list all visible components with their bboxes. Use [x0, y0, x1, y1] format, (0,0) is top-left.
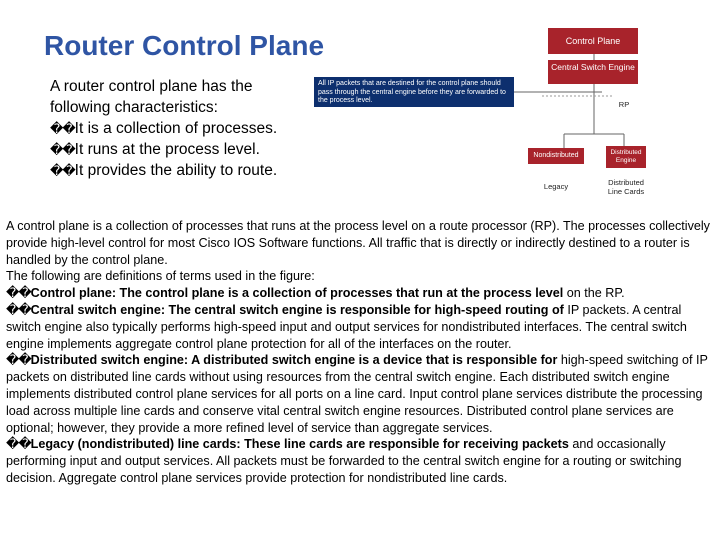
control-plane-box: Control Plane	[548, 28, 638, 54]
bullet-icon: ��	[50, 121, 75, 136]
intro-line: following characteristics:	[50, 99, 218, 116]
legacy-label: Legacy	[543, 182, 569, 191]
intro-text	[50, 76, 300, 181]
bullet-icon: ��	[6, 436, 31, 452]
intro-bullet	[50, 160, 300, 181]
definition-item	[6, 285, 712, 302]
distributed-line-cards-label: Distributed Line Cards	[607, 178, 645, 196]
control-plane-diagram	[312, 22, 720, 198]
intro-bullet-text: It is a collection of processes.	[74, 120, 278, 137]
intro-bullet	[50, 118, 300, 139]
rp-label: RP	[618, 100, 630, 109]
definition-term: Central switch engine: The central switch engine is responsible for high-speed routing of	[30, 302, 564, 317]
callout-note: All IP packets that are destined for the control plane should pass through the central engine before they are forwarded to the process level.	[314, 77, 514, 107]
body-text	[6, 218, 712, 487]
definition-item	[6, 302, 712, 352]
definition-term: Distributed switch engine: A distributed switch engine is a device that is responsible for	[30, 353, 558, 368]
definition-term: Control plane: The control plane is a collection of processes that run at the process level	[30, 286, 564, 301]
definition-text: and occasionally performing input and output services. All packets must be forwarded to the central switch engine for a routing or switching decision. Aggregate control plane services provide protection for nondistributed line cards.	[6, 437, 682, 485]
bullet-icon: ��	[6, 285, 31, 301]
diagram-connectors	[312, 22, 720, 198]
bullet-icon: ��	[50, 163, 75, 178]
page-title: Router Control Plane	[44, 30, 325, 61]
bullet-icon: ��	[50, 142, 75, 157]
central-switch-engine-box: Central Switch Engine	[548, 60, 638, 84]
intro-line: A router control plane has the	[50, 78, 253, 95]
intro-bullet-text: It runs at the process level.	[74, 141, 260, 158]
bullet-icon: ��	[6, 301, 31, 317]
definition-text: high-speed switching of IP packets on distributed line cards without using resources from the central switch engine. Each distributed switch engine implements distributed control plane services for all ports on a line card. Input control plane services distribute the processing load across multiple line cards and conserve vital central switch engine resources. Distributed control plane services are optional; however, they provide a more refined level of service than aggregate services.	[6, 353, 708, 435]
definition-text: IP packets. A central switch engine also typically performs high-speed input and output services for nondistributed interfaces. The central switch engine implements aggregate control plane protection for all of the interfaces on the router.	[6, 302, 687, 351]
distributed-engine-box: Distributed Engine	[606, 146, 646, 168]
intro-bullet	[50, 139, 300, 160]
nondistributed-box: Nondistributed	[528, 148, 584, 164]
body-paragraph: A control plane is a collection of processes that runs at the process level on a route processor (RP). The processes collectively provide high-level control for most Cisco IOS Software functions. All traffic that is directly or indirectly destined to a router is handled by the control plane.	[6, 219, 710, 267]
definition-text: on the RP.	[563, 286, 625, 301]
body-paragraph: The following are definitions of terms used in the figure:	[6, 269, 315, 284]
definition-item	[6, 352, 712, 436]
intro-bullet-text: It provides the ability to route.	[74, 162, 278, 179]
definition-item	[6, 436, 712, 486]
definition-term: Legacy (nondistributed) line cards: These line cards are responsible for receiving packets	[30, 437, 569, 452]
bullet-icon: ��	[6, 352, 31, 368]
